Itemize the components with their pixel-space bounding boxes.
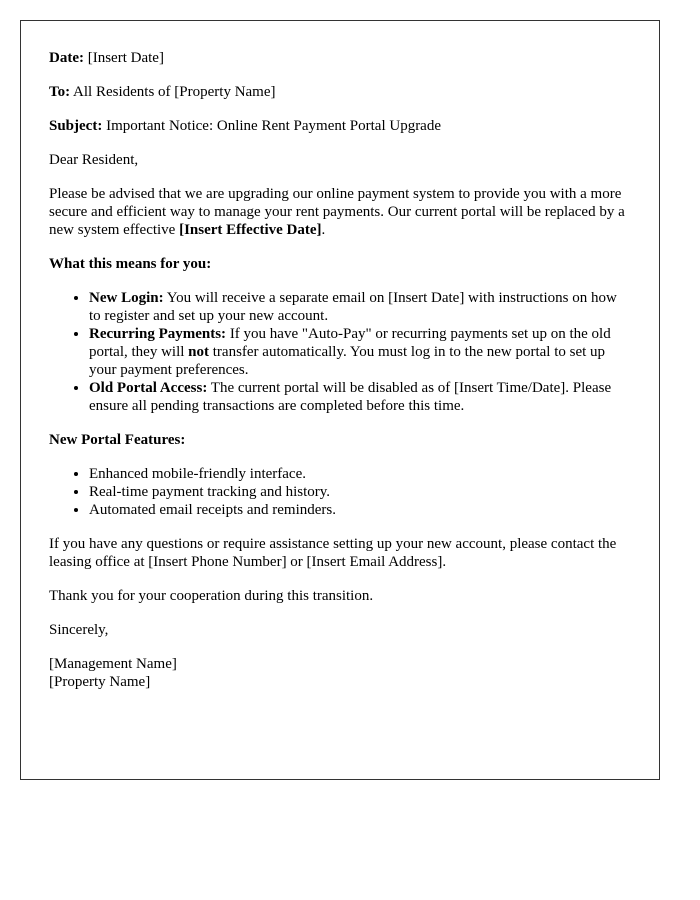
thanks-paragraph: Thank you for your cooperation during this transition. (49, 588, 374, 604)
contact-paragraph: If you have any questions or require assistance setting up your new account, please contact the leasing office at [Insert Phone Number] or [Insert Email Address]. (49, 536, 617, 570)
item-text: The current portal will be disabled as of [Insert Time/Date]. Please ensure all pending transactions are completed before this time. (89, 380, 612, 414)
intro-text-end: . (321, 222, 326, 238)
closing: Sincerely, (49, 622, 109, 638)
list-item-recurring-payments (89, 325, 631, 379)
signature-management: [Management Name] (49, 656, 177, 672)
signature-block (49, 655, 631, 691)
subject-value: Important Notice: Online Rent Payment Portal Upgrade (102, 118, 441, 134)
subject-label: Subject: (49, 118, 103, 134)
item-text: If you have "Auto-Pay" or recurring payments set up on the old portal, they will (89, 326, 611, 360)
means-heading-text: What this means for you: (49, 256, 212, 272)
feature-item: • Real-time payment tracking and history. (89, 483, 631, 501)
intro-text: Please be advised that we are upgrading our online payment system to provide you with a more secure and efficient way to manage your rent payments. Our current portal will be replaced by a new system effective (49, 186, 625, 238)
intro-paragraph (49, 185, 631, 239)
features-heading-text: New Portal Features: (49, 432, 186, 448)
features-heading (49, 431, 631, 449)
item-text-end: transfer automatically. You must log in to the new portal to set up your payment preferences. (89, 344, 606, 378)
list-item-new-login (89, 289, 631, 325)
item-label: New Login: (89, 290, 164, 306)
item-emphasis: not (188, 344, 209, 360)
date-line (49, 49, 631, 67)
to-label: To: (49, 84, 71, 100)
list-item-old-portal-access (89, 379, 631, 415)
letter-document (20, 20, 660, 780)
to-value: All Residents of [Property Name] (70, 84, 276, 100)
means-list (49, 289, 631, 415)
means-heading (49, 255, 631, 273)
effective-date: [Insert Effective Date] (179, 222, 322, 238)
item-label: Recurring Payments: (89, 326, 227, 342)
date-value: [Insert Date] (83, 50, 164, 66)
date-label: Date: (49, 50, 84, 66)
item-label: Old Portal Access: (89, 380, 208, 396)
features-list (49, 465, 631, 519)
salutation: Dear Resident, (49, 152, 139, 168)
signature-property: [Property Name] (49, 674, 151, 690)
subject-line (49, 117, 631, 135)
to-line (49, 83, 631, 101)
feature-item: • Enhanced mobile-friendly interface. (89, 465, 631, 483)
item-text: You will receive a separate email on [Insert Date] with instructions on how to register and set up your new account. (89, 290, 617, 324)
feature-item: • Automated email receipts and reminders. (89, 501, 631, 519)
